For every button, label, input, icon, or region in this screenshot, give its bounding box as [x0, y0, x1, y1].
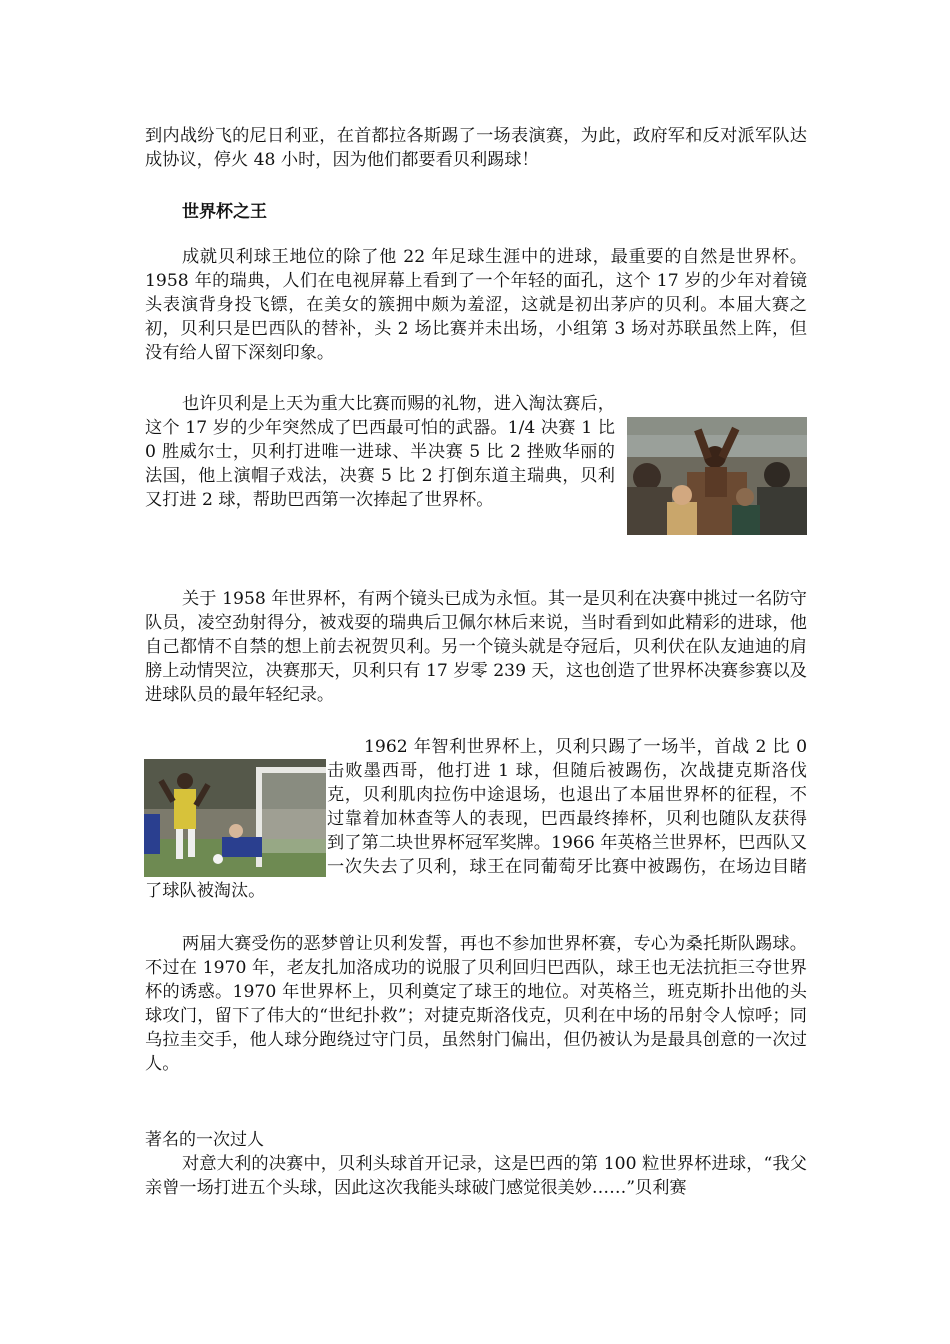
paragraph-nigeria: [145, 124, 807, 172]
paragraph-body: 也许贝利是上天为重大比赛而赐的礼物，进入淘汰赛后，这个 17 岁的少年突然成了巴西最可怕的武器。1/4 决赛 1 比 0 胜威尔士，贝利打进唯一进球、半决赛 5 比 2 挫败华丽的法国，他上演帽子戏法，决赛 5 比 2 打倒东道主瑞典，贝利又打进 2 球，帮助巴西第一次捧起了世界杯。: [145, 394, 615, 510]
paragraph-1958-intro: [145, 245, 807, 365]
paragraph-text: 关于 1958 年世界杯，有两个镜头已成为永恒。其一是贝利在决赛中挑过一名防守队员，凌空劲射得分，被戏耍的瑞典后卫佩尔林后来说，当时看到如此精彩的进球，他自己都情不自禁的想上前去祝贺贝利。另一个镜头就是夺冠后，贝利伏在队友迪迪的肩膀上动情哭泣，决赛那天，贝利只有 17 岁零 239 天，这也创造了世界杯决赛参赛以及进球队员的最年轻纪录。: [145, 589, 807, 705]
section-heading: 世界杯之王: [182, 202, 267, 222]
float-spacer: [615, 416, 807, 536]
paragraph-text: [145, 735, 807, 903]
paragraph-1958-knockout: [145, 392, 807, 536]
paragraph-text: 对意大利的决赛中，贝利头球首开记录，这是巴西的第 100 粒世界杯进球，“我父亲曾一场打进五个头球，因此这次我能头球破门感觉很美妙……”贝利赛: [145, 1154, 807, 1198]
paragraph-1970: [145, 932, 807, 1076]
paragraph-text: 到内战纷飞的尼日利亚，在首都拉各斯踢了一场表演赛，为此，政府军和反对派军队达成协议，停火 48 小时，因为他们都要看贝利踢球！: [145, 126, 807, 170]
paragraph-1962-1966: [145, 735, 807, 903]
paragraph-text: 两届大赛受伤的恶梦曾让贝利发誓，再也不参加世界杯赛，专心为桑托斯队踢球。不过在 1970 年，老友扎加洛成功的说服了贝利回归巴西队，球王也无法抗拒三夺世界杯的诱惑。1970 年世界杯上，贝利奠定了球王的地位。对英格兰，班克斯扑出他的头球攻门，留下了伟大的“世纪扑救”；对捷克斯洛伐克，贝利在中场的吊射令人惊呼；同乌拉圭交手，他人球分跑绕过守门员，虽然射门偏出，但仍被认为是最具创意的一次过人。: [145, 934, 807, 1074]
paragraph-1958-moments: [145, 587, 807, 707]
float-spacer: [145, 759, 327, 879]
section-heading: 著名的一次过人: [145, 1130, 264, 1150]
paragraph-text: [145, 392, 807, 512]
paragraph-text: 成就贝利球王地位的除了他 22 年足球生涯中的进球，最重要的自然是世界杯。1958 年的瑞典，人们在电视屏幕上看到了一个年轻的面孔，这个 17 岁的少年对着镜头表演背身投飞镖，在美女的簇拥中颇为羞涩，这就是初出茅庐的贝利。本届大赛之初，贝利只是巴西队的替补，头 2 场比赛并未出场，小组第 3 场对苏联虽然上阵，但没有给人留下深刻印象。: [145, 247, 807, 363]
section-heading-famous-dribble: [145, 1128, 807, 1152]
paragraph-italy-final: [145, 1152, 807, 1200]
paragraph-body: 1962 年智利世界杯上，贝利只踢了一场半，首战 2 比 0 击败墨西哥，他打进 1 球，但随后被踢伤，次战捷克斯洛伐克，贝利肌肉拉伤中途退场，也退出了本届世界杯的征程，不过靠着加林查等人的表现，巴西最终捧杯，贝利也随队友获得到了第二块世界杯冠军奖牌。1966 年英格兰世界杯，巴西队又一次失去了贝利，球王在同葡萄牙比赛中被踢伤，在场边目睹了球队被淘汰。: [145, 737, 807, 901]
section-heading-world-cup-king: [145, 200, 807, 224]
